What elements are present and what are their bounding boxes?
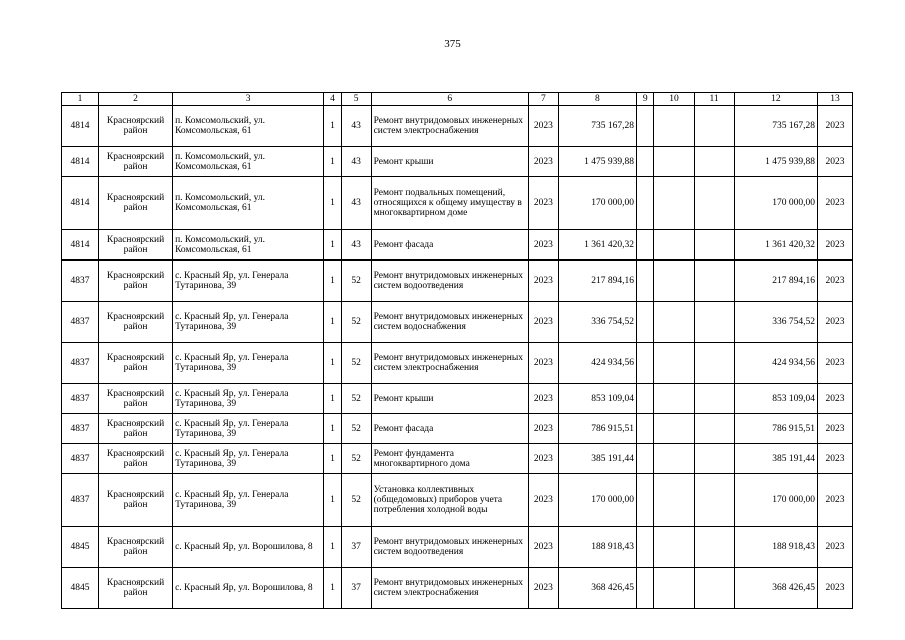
table-cell-col-9 (636, 384, 653, 414)
table-cell-col-3: с. Красный Яр, ул. Генерала Тутаринова, 39 (173, 384, 324, 414)
table-cell-col-11 (694, 302, 734, 343)
table-cell-col-2: Красноярский район (99, 343, 173, 384)
table-cell-col-1: 4837 (62, 474, 99, 527)
table-cell-col-7: 2023 (528, 474, 558, 527)
table-cell-col-5: 52 (341, 444, 371, 474)
table-cell-col-2: Красноярский район (99, 474, 173, 527)
table-cell-col-12: 336 754,52 (734, 302, 817, 343)
table-row (62, 527, 853, 568)
table-cell-col-11 (694, 260, 734, 302)
table-cell-col-5: 43 (341, 106, 371, 147)
column-header: 9 (636, 93, 653, 106)
table-cell-col-13: 2023 (817, 414, 852, 444)
table-cell-col-11 (694, 568, 734, 609)
column-header: 12 (734, 93, 817, 106)
table-cell-col-8: 368 426,45 (558, 568, 636, 609)
table-cell-col-6: Установка коллективных (общедомовых) приборов учета потребления холодной воды (371, 474, 528, 527)
table-cell-col-10 (654, 444, 694, 474)
table-cell-col-1: 4814 (62, 230, 99, 261)
table-cell-col-8: 735 167,28 (558, 106, 636, 147)
table-cell-col-2: Красноярский район (99, 302, 173, 343)
table-cell-col-9 (636, 147, 653, 177)
table-cell-col-9 (636, 343, 653, 384)
table-cell-col-10 (654, 177, 694, 230)
table-cell-col-9 (636, 302, 653, 343)
table-cell-col-10 (654, 343, 694, 384)
table-cell-col-11 (694, 177, 734, 230)
table-cell-col-13: 2023 (817, 444, 852, 474)
table-cell-col-11 (694, 106, 734, 147)
table-cell-col-13: 2023 (817, 177, 852, 230)
table-cell-col-5: 43 (341, 177, 371, 230)
table-cell-col-4: 1 (324, 474, 341, 527)
table-cell-col-10 (654, 302, 694, 343)
table-cell-col-7: 2023 (528, 414, 558, 444)
table-cell-col-1: 4837 (62, 260, 99, 302)
table-cell-col-4: 1 (324, 177, 341, 230)
table-cell-col-12: 170 000,00 (734, 474, 817, 527)
table-cell-col-1: 4845 (62, 527, 99, 568)
table-cell-col-6: Ремонт фундамента многоквартирного дома (371, 444, 528, 474)
table-cell-col-10 (654, 414, 694, 444)
table-cell-col-3: п. Комсомольский, ул. Комсомольская, 61 (173, 230, 324, 261)
table-cell-col-9 (636, 414, 653, 444)
table-cell-col-12: 853 109,04 (734, 384, 817, 414)
table-row (62, 177, 853, 230)
table-cell-col-13: 2023 (817, 260, 852, 302)
table-cell-col-11 (694, 414, 734, 444)
table-cell-col-9 (636, 444, 653, 474)
table-cell-col-5: 37 (341, 527, 371, 568)
table-cell-col-2: Красноярский район (99, 260, 173, 302)
table-cell-col-1: 4837 (62, 444, 99, 474)
table-cell-col-7: 2023 (528, 147, 558, 177)
table-cell-col-5: 52 (341, 302, 371, 343)
table-cell-col-4: 1 (324, 414, 341, 444)
table-cell-col-11 (694, 343, 734, 384)
table-cell-col-11 (694, 384, 734, 414)
table-cell-col-10 (654, 230, 694, 261)
table-row (62, 414, 853, 444)
table-cell-col-9 (636, 568, 653, 609)
table-cell-col-3: п. Комсомольский, ул. Комсомольская, 61 (173, 106, 324, 147)
column-header: 11 (694, 93, 734, 106)
table-cell-col-7: 2023 (528, 444, 558, 474)
table-cell-col-12: 1 475 939,88 (734, 147, 817, 177)
table-cell-col-13: 2023 (817, 568, 852, 609)
table-cell-col-11 (694, 230, 734, 261)
table-cell-col-1: 4837 (62, 384, 99, 414)
table-cell-col-8: 217 894,16 (558, 260, 636, 302)
column-header: 3 (173, 93, 324, 106)
table-cell-col-6: Ремонт подвальных помещений, относящихся к общему имуществу в многоквартирном доме (371, 177, 528, 230)
table-cell-col-6: Ремонт крыши (371, 384, 528, 414)
column-header: 10 (654, 93, 694, 106)
table-cell-col-13: 2023 (817, 302, 852, 343)
table-cell-col-6: Ремонт фасада (371, 414, 528, 444)
table-cell-col-5: 52 (341, 260, 371, 302)
table-row (62, 568, 853, 609)
column-header: 2 (99, 93, 173, 106)
table-cell-col-7: 2023 (528, 177, 558, 230)
table-cell-col-4: 1 (324, 527, 341, 568)
table-cell-col-3: с. Красный Яр, ул. Генерала Тутаринова, 39 (173, 302, 324, 343)
table-cell-col-8: 385 191,44 (558, 444, 636, 474)
table-cell-col-3: с. Красный Яр, ул. Генерала Тутаринова, 39 (173, 343, 324, 384)
table-cell-col-9 (636, 177, 653, 230)
table-cell-col-9 (636, 527, 653, 568)
table-cell-col-2: Красноярский район (99, 106, 173, 147)
table-cell-col-10 (654, 568, 694, 609)
table-cell-col-7: 2023 (528, 384, 558, 414)
table-row (62, 444, 853, 474)
table-cell-col-2: Красноярский район (99, 444, 173, 474)
table-cell-col-8: 424 934,56 (558, 343, 636, 384)
table-cell-col-1: 4814 (62, 177, 99, 230)
table-body (62, 106, 853, 609)
table-cell-col-6: Ремонт внутридомовых инженерных систем водоснабжения (371, 302, 528, 343)
table-cell-col-8: 853 109,04 (558, 384, 636, 414)
table-cell-col-12: 217 894,16 (734, 260, 817, 302)
column-header: 5 (341, 93, 371, 106)
table-cell-col-6: Ремонт внутридомовых инженерных систем электроснабжения (371, 343, 528, 384)
table-cell-col-5: 52 (341, 343, 371, 384)
table-cell-col-4: 1 (324, 230, 341, 261)
table-cell-col-5: 37 (341, 568, 371, 609)
table-cell-col-13: 2023 (817, 147, 852, 177)
table-cell-col-12: 385 191,44 (734, 444, 817, 474)
table-cell-col-6: Ремонт внутридомовых инженерных систем водоотведения (371, 527, 528, 568)
table-cell-col-3: п. Комсомольский, ул. Комсомольская, 61 (173, 177, 324, 230)
table-cell-col-11 (694, 527, 734, 568)
page-number: 375 (444, 38, 461, 50)
table-cell-col-5: 43 (341, 147, 371, 177)
table-cell-col-4: 1 (324, 444, 341, 474)
table-cell-col-4: 1 (324, 147, 341, 177)
table-cell-col-2: Красноярский район (99, 568, 173, 609)
table-cell-col-7: 2023 (528, 527, 558, 568)
table-cell-col-11 (694, 147, 734, 177)
table-cell-col-6: Ремонт внутридомовых инженерных систем водоотведения (371, 260, 528, 302)
column-header: 8 (558, 93, 636, 106)
table-cell-col-13: 2023 (817, 106, 852, 147)
table-cell-col-12: 368 426,45 (734, 568, 817, 609)
table-cell-col-4: 1 (324, 343, 341, 384)
table-cell-col-10 (654, 384, 694, 414)
table-cell-col-3: п. Комсомольский, ул. Комсомольская, 61 (173, 147, 324, 177)
table-cell-col-6: Ремонт внутридомовых инженерных систем электроснабжения (371, 106, 528, 147)
table-cell-col-9 (636, 106, 653, 147)
table-cell-col-11 (694, 444, 734, 474)
table-cell-col-7: 2023 (528, 260, 558, 302)
table-cell-col-3: с. Красный Яр, ул. Ворошилова, 8 (173, 568, 324, 609)
table-cell-col-5: 43 (341, 230, 371, 261)
table-cell-col-3: с. Красный Яр, ул. Генерала Тутаринова, 39 (173, 474, 324, 527)
table-cell-col-9 (636, 230, 653, 261)
table-cell-col-12: 188 918,43 (734, 527, 817, 568)
table-cell-col-12: 786 915,51 (734, 414, 817, 444)
table-cell-col-8: 1 475 939,88 (558, 147, 636, 177)
table-cell-col-10 (654, 527, 694, 568)
table-cell-col-3: с. Красный Яр, ул. Генерала Тутаринова, 39 (173, 414, 324, 444)
table-cell-col-3: с. Красный Яр, ул. Генерала Тутаринова, 39 (173, 260, 324, 302)
column-header: 1 (62, 93, 99, 106)
table-cell-col-8: 1 361 420,32 (558, 230, 636, 261)
table-row (62, 147, 853, 177)
table-cell-col-8: 336 754,52 (558, 302, 636, 343)
table-cell-col-5: 52 (341, 414, 371, 444)
table-cell-col-13: 2023 (817, 527, 852, 568)
column-header: 7 (528, 93, 558, 106)
column-header: 4 (324, 93, 341, 106)
table-cell-col-6: Ремонт внутридомовых инженерных систем электроснабжения (371, 568, 528, 609)
table-cell-col-11 (694, 474, 734, 527)
table-cell-col-13: 2023 (817, 474, 852, 527)
table-row (62, 384, 853, 414)
table-cell-col-4: 1 (324, 106, 341, 147)
table-cell-col-4: 1 (324, 568, 341, 609)
table-cell-col-5: 52 (341, 474, 371, 527)
table-cell-col-6: Ремонт фасада (371, 230, 528, 261)
table-row (62, 474, 853, 527)
table-cell-col-7: 2023 (528, 106, 558, 147)
table-row (62, 106, 853, 147)
table-cell-col-13: 2023 (817, 384, 852, 414)
table-cell-col-5: 52 (341, 384, 371, 414)
table-cell-col-2: Красноярский район (99, 177, 173, 230)
table-cell-col-8: 188 918,43 (558, 527, 636, 568)
table-row (62, 343, 853, 384)
table-cell-col-2: Красноярский район (99, 384, 173, 414)
table-cell-col-4: 1 (324, 302, 341, 343)
table-cell-col-13: 2023 (817, 343, 852, 384)
column-header: 13 (817, 93, 852, 106)
table-header (62, 93, 853, 106)
table-cell-col-10 (654, 260, 694, 302)
table-cell-col-13: 2023 (817, 230, 852, 261)
table-cell-col-1: 4837 (62, 414, 99, 444)
table-cell-col-8: 786 915,51 (558, 414, 636, 444)
table-cell-col-7: 2023 (528, 230, 558, 261)
table-cell-col-12: 1 361 420,32 (734, 230, 817, 261)
table-cell-col-3: с. Красный Яр, ул. Ворошилова, 8 (173, 527, 324, 568)
table-cell-col-7: 2023 (528, 343, 558, 384)
table-cell-col-1: 4845 (62, 568, 99, 609)
table-cell-col-1: 4814 (62, 106, 99, 147)
table-cell-col-10 (654, 147, 694, 177)
table-cell-col-2: Красноярский район (99, 527, 173, 568)
table-cell-col-8: 170 000,00 (558, 474, 636, 527)
table-cell-col-2: Красноярский район (99, 230, 173, 261)
table-cell-col-1: 4814 (62, 147, 99, 177)
table-cell-col-10 (654, 474, 694, 527)
table-row (62, 302, 853, 343)
table-cell-col-9 (636, 474, 653, 527)
table-cell-col-2: Красноярский район (99, 147, 173, 177)
column-header: 6 (371, 93, 528, 106)
table-cell-col-12: 424 934,56 (734, 343, 817, 384)
table-cell-col-9 (636, 260, 653, 302)
table-cell-col-12: 170 000,00 (734, 177, 817, 230)
table-cell-col-4: 1 (324, 260, 341, 302)
table-cell-col-6: Ремонт крыши (371, 147, 528, 177)
table-cell-col-7: 2023 (528, 568, 558, 609)
table-cell-col-1: 4837 (62, 302, 99, 343)
table-cell-col-10 (654, 106, 694, 147)
table-row (62, 260, 853, 302)
table-cell-col-2: Красноярский район (99, 414, 173, 444)
table-cell-col-12: 735 167,28 (734, 106, 817, 147)
table-cell-col-4: 1 (324, 384, 341, 414)
table-cell-col-1: 4837 (62, 343, 99, 384)
table-cell-col-3: с. Красный Яр, ул. Генерала Тутаринова, 39 (173, 444, 324, 474)
table-row (62, 230, 853, 261)
repair-registry-table (61, 92, 853, 609)
table-cell-col-7: 2023 (528, 302, 558, 343)
table-cell-col-8: 170 000,00 (558, 177, 636, 230)
